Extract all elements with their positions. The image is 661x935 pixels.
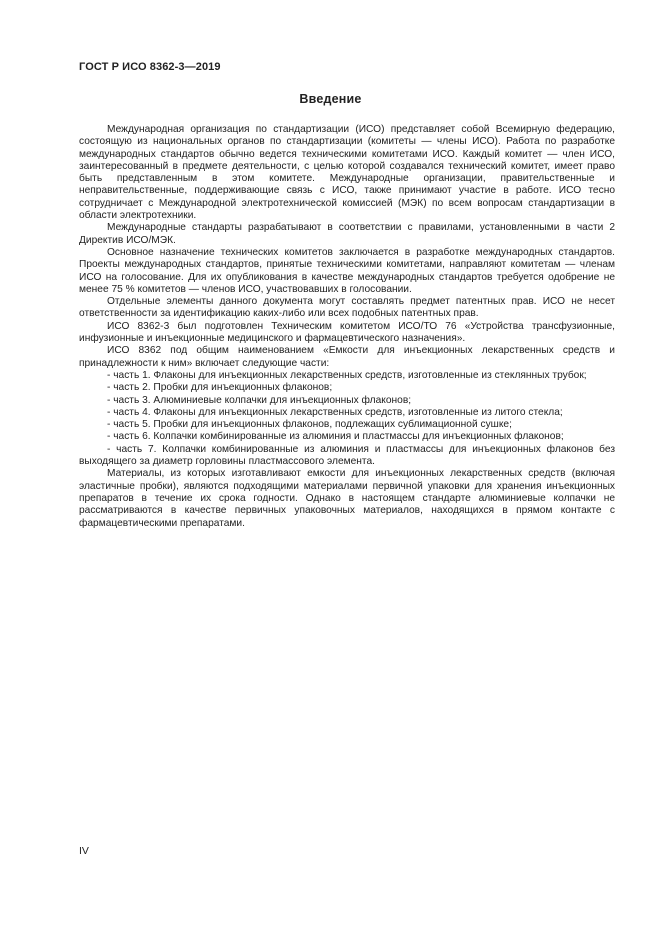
paragraph-iso-overview: Международная организация по стандартизации (ИСО) представляет собой Всемирную федерацию, состоящую из национальных органов по стандартизации (комитеты — члены ИСО). Работа по разработке международных стандартов обычно ведется техническими комитетами ИСО. Каждый комитет — член ИСО, заинтересованный в предмете деятельности, с целью которой создавался технический комитет, имеет право быть представленным в этом комитете. Международные организации, правительственные и неправительственные, поддерживающие связь с ИСО, также принимают участие в работе. ИСО тесно сотрудничает с Международной электротехнической комиссией (МЭК) по всем вопросам стандартизации в области электротехники. (79, 124, 615, 222)
list-item-part-7: - часть 7. Колпачки комбинированные из алюминия и пластмассы для инъекционных флаконов без выходящего за диаметр горловины пластмассового элемента. (79, 443, 615, 468)
section-title: Введение (299, 92, 362, 106)
introduction-body (79, 124, 615, 530)
page-number: IV (79, 845, 89, 857)
list-item-part-4: - часть 4. Флаконы для инъекционных лекарственных средств, изготовленные из литого стекла; (107, 406, 563, 418)
list-item-part-2: - часть 2. Пробки для инъекционных флаконов; (107, 382, 333, 394)
paragraph-prepared-by: ИСО 8362-3 был подготовлен Техническим комитетом ИСО/ТО 76 «Устройства трансфузионные, инфузионные и инъекционные медицинского и фармацевтического назначения». (79, 320, 615, 345)
paragraph-materials: Материалы, из которых изготавливают емкости для инъекционных лекарственных средств (включая эластичные пробки), являются подходящими материалами первичной упаковки для хранения инъекционных препаратов в течение их срока годности. Однако в настоящем стандарте алюминиевые колпачки не рассматриваются в качестве первичных упаковочных материалов, находящихся в прямом контакте с фармацевтическими препаратами. (79, 468, 615, 529)
list-item-part-6: - часть 6. Колпачки комбинированные из алюминия и пластмассы для инъекционных флаконов; (107, 431, 564, 443)
paragraph-series-parts: ИСО 8362 под общим наименованием «Емкости для инъекционных лекарственных средств и принадлежности к ним» включает следующие части: (79, 345, 615, 369)
document-header-id: ГОСТ Р ИСО 8362-3—2019 (79, 61, 221, 73)
list-item-part-5: - часть 5. Пробки для инъекционных флаконов, подлежащих сублимационной сушке; (107, 419, 512, 431)
paragraph-development-rules: Международные стандарты разрабатывают в соответствии с правилами, установленными в части 2 Директив ИСО/МЭК. (79, 222, 615, 246)
list-item-part-1: - часть 1. Флаконы для инъекционных лекарственных средств, изготовленные из стеклянных трубок; (107, 369, 587, 381)
paragraph-committees: Основное назначение технических комитетов заключается в разработке международных стандартов. Проекты международных стандартов, принятые техническими комитетами, направляют комитетам — членам ИСО на голосование. Для их опубликования в качестве международных стандартов требуется одобрение не менее 75 % комитетов — членов ИСО, участвовавших в голосовании. (79, 246, 615, 295)
list-item-part-3: - часть 3. Алюминиевые колпачки для инъекционных флаконов; (107, 394, 412, 406)
paragraph-patents: Отдельные элементы данного документа могут составлять предмет патентных прав. ИСО не несет ответственности за идентификацию каких-либо или всех подобных патентных прав. (79, 296, 615, 320)
